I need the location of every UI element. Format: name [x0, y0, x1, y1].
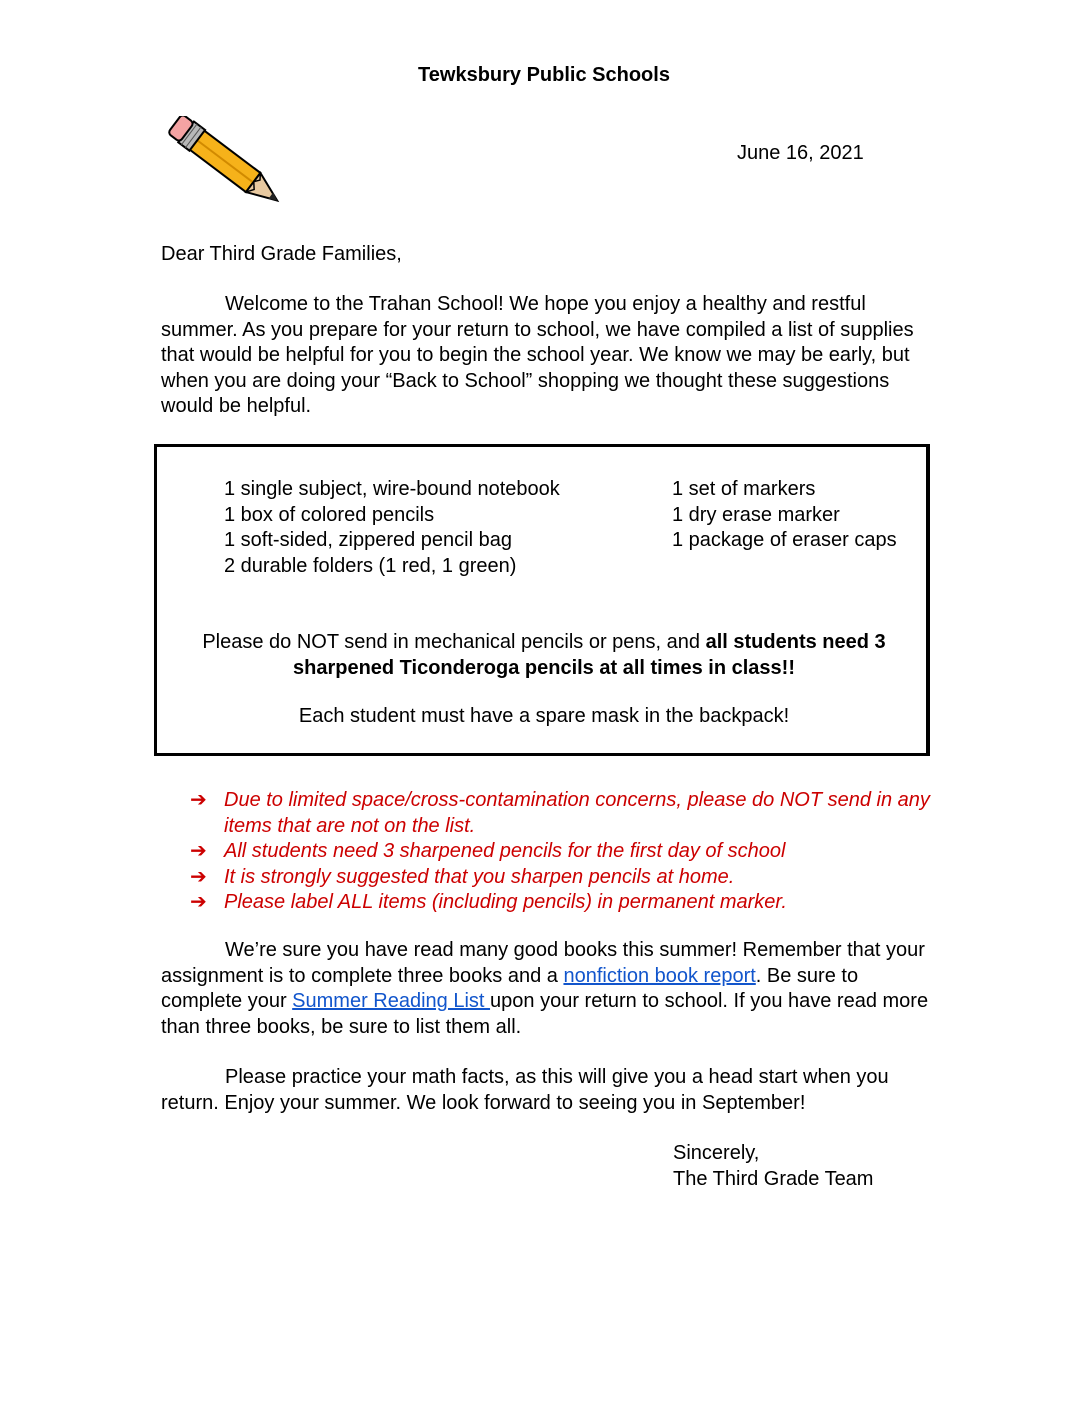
pencil-requirement-note: [154, 629, 934, 681]
reminder-text: Please label ALL items (including pencils) in permanent marker.: [224, 891, 787, 913]
signature: The Third Grade Team: [673, 1167, 874, 1190]
list-item: 1 dry erase marker: [672, 503, 840, 526]
reading-paragraph: [161, 938, 941, 1040]
salutation: Dear Third Grade Families,: [161, 243, 402, 265]
letter-date: June 16, 2021: [737, 142, 864, 164]
list-item: 1 single subject, wire-bound notebook: [224, 478, 560, 500]
arrow-icon: ➔: [190, 891, 207, 913]
nonfiction-book-report-link[interactable]: nonfiction book report: [563, 964, 756, 987]
reminder-item: [190, 865, 950, 891]
reading-text-3: upon your return to school. If you have read more than three books, be sure to list them all.: [161, 990, 929, 1038]
valediction: Sincerely,: [673, 1142, 760, 1164]
supply-list-right: [672, 477, 897, 554]
reminder-item: [190, 839, 950, 865]
list-item: 2 durable folders (1 red, 1 green): [224, 554, 517, 577]
list-item: 1 package of eraser caps: [672, 529, 897, 551]
list-item: 1 box of colored pencils: [224, 503, 435, 526]
math-text: Please practice your math facts, as this will give you a head start when you return. Enjoy your summer. We look forward to seeing you in September!: [161, 1066, 889, 1114]
reminder-item: [190, 788, 950, 839]
intro-text: Welcome to the Trahan School! We hope you enjoy a healthy and restful summer. As you prepare for your return to school, we have compiled a list of supplies that would be helpful for you to begin the school year. We know we may be early, but when you are doing your “Back to School” shopping we thought these suggestions would be helpful.: [161, 293, 914, 417]
arrow-icon: ➔: [190, 840, 207, 862]
list-item: 1 soft-sided, zippered pencil bag: [224, 529, 512, 551]
note-plain-text: Please do NOT send in mechanical pencils or pens, and: [202, 631, 706, 653]
mask-note: Each student must have a spare mask in the backpack!: [298, 705, 790, 727]
letter-closing: [673, 1141, 873, 1192]
intro-paragraph: [161, 292, 941, 420]
list-item: 1 set of markers: [672, 478, 816, 500]
reminder-text: All students need 3 sharpened pencils for the first day of school: [224, 840, 786, 862]
reminder-text: It is strongly suggested that you sharpen pencils at home.: [224, 865, 735, 888]
summer-reading-list-link[interactable]: Summer Reading List: [292, 990, 491, 1012]
reminder-list: [190, 788, 950, 916]
reminder-text: Due to limited space/cross-contamination concerns, please do NOT send in any items that are not on the list.: [224, 789, 930, 837]
supply-list-left: [224, 477, 560, 579]
reading-text-1: We’re sure you have read many good books this summer! Remember that your assignment is to complete three books and a: [161, 939, 925, 987]
note-bold-text: all students need 3 sharpened Ticonderoga pencils at all times in class!!: [292, 631, 886, 679]
pencil-clipart-icon: [158, 116, 298, 216]
reminder-item: [190, 890, 950, 916]
reading-text-2: . Be sure to complete your: [161, 964, 859, 1012]
arrow-icon: ➔: [190, 789, 207, 811]
page-title: Tewksbury Public Schools: [418, 64, 670, 86]
arrow-icon: ➔: [190, 865, 207, 888]
math-paragraph: [161, 1065, 941, 1116]
